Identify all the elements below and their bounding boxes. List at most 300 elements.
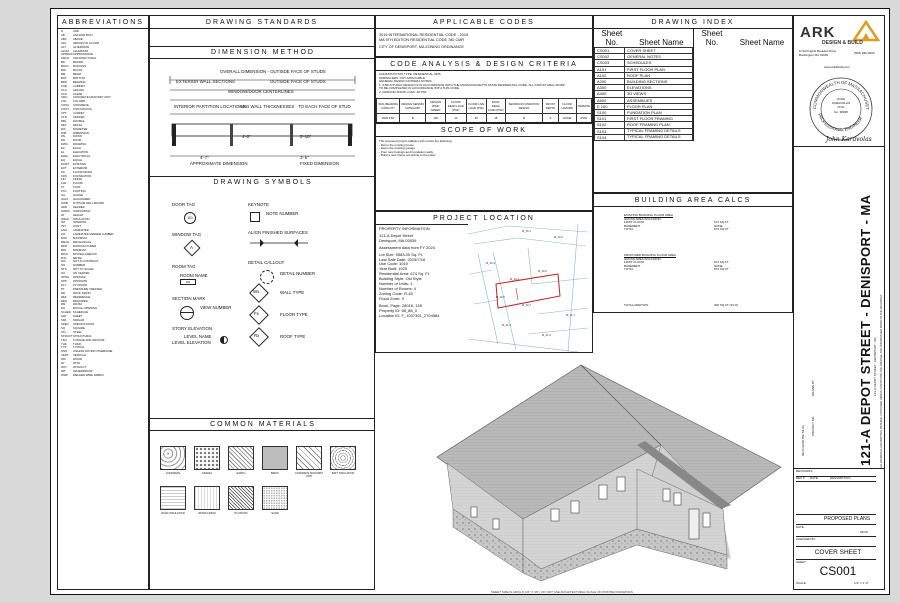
abbreviation-meaning: MECHANICAL xyxy=(73,239,92,244)
map-parcel-label: M_21-3 xyxy=(542,334,551,337)
property-info-line: Flood Zone: X xyxy=(379,295,405,301)
area-row-value: 974 SQ.FT xyxy=(714,260,729,265)
area-row-label: BASEMENT xyxy=(624,263,641,268)
abbreviation-code: THK xyxy=(61,341,67,346)
abbreviation-meaning: NUMBER xyxy=(73,263,86,268)
level-name-label: LEVEL NAME xyxy=(184,334,212,339)
stamp-top-text: COMMONWEALTH OF MASSACHUSET xyxy=(811,79,871,110)
abbreviation-meaning: METAL xyxy=(73,255,83,260)
dim-label-face-stud: TO EACH FACE OF STUD xyxy=(298,104,351,109)
drawing-index-title: DRAWING INDEX xyxy=(594,16,792,29)
abbreviation-code: CTR xyxy=(61,114,67,119)
abbreviation-code: JST xyxy=(61,224,66,229)
total-addition-label: TOTAL ADDITION xyxy=(624,303,649,307)
area-section-title: EXISTING BUILDING FLOOR AREA xyxy=(624,213,674,217)
map-parcel-label: M_20-2 xyxy=(554,236,563,239)
title-block xyxy=(793,15,885,590)
abbreviation-code: W/ xyxy=(61,361,65,366)
abbreviation-code: GALV xyxy=(61,196,69,201)
abbreviation-meaning: ROOF DRAIN xyxy=(73,290,91,295)
status-label: PROPOSED PLANS xyxy=(824,516,871,522)
symbol-detail-callout-label: DETAIL CALLOUT xyxy=(248,260,285,265)
index-sheet-name: ROOF FRAMING PLAN xyxy=(625,122,693,128)
criteria-value: B xyxy=(505,113,542,122)
area-row-label: GROSS AREA INCLUDING: xyxy=(624,216,662,221)
map-parcel-label: M_20-3 xyxy=(486,262,495,265)
abbreviation-code: INT xyxy=(61,220,66,225)
abbreviation-meaning: JOIST xyxy=(73,224,81,229)
abbreviation-meaning: FOUNDATION xyxy=(73,173,92,178)
index-sheet-name: TYPICAL FRAMING DETAILS xyxy=(625,134,693,140)
area-section xyxy=(624,254,784,272)
abbreviation-meaning: EACH xyxy=(73,146,81,151)
index-sheet-name: COVER SHEET xyxy=(625,48,693,54)
abbreviation-meaning: ELEVATION xyxy=(73,150,89,155)
index-sheet-no: CS002 xyxy=(595,54,625,60)
symbol-door-tag-label: DOOR TAG xyxy=(172,202,196,207)
material-label: SAND xyxy=(271,512,279,515)
index-sheet-no: A102 xyxy=(595,72,625,78)
criteria-value: 10 xyxy=(446,113,467,122)
abbreviation-meaning: DOUBLE xyxy=(73,118,85,123)
abbreviation-code: GA xyxy=(61,193,66,198)
criteria-value: NONE xyxy=(558,113,576,122)
map-parcel-label: M_20-7 xyxy=(522,304,531,307)
abbreviation-meaning: ARCHITECTURAL xyxy=(73,56,97,61)
property-info xyxy=(376,224,466,321)
abbreviation-meaning: HORIZONTAL xyxy=(73,208,91,213)
property-info-line: Residential Area: 674 Sq. Ft. xyxy=(379,271,430,277)
abbreviation-code: AFF xyxy=(61,40,67,45)
abbreviation-meaning: TYPICAL xyxy=(73,345,85,350)
abbreviation-code: BD xyxy=(61,60,65,65)
abbreviation-code: ARCH xyxy=(61,56,69,61)
material-label: RIGID INSULATION xyxy=(161,512,185,515)
dim-value-d: 3'-5" xyxy=(300,155,309,160)
abbreviation-code: EXT xyxy=(61,165,67,170)
symbol-story-elevation-label: STORY ELEVATION xyxy=(172,326,213,331)
project-location-panel xyxy=(375,211,593,353)
abbreviation-code: NIC xyxy=(61,259,66,264)
abbreviation-row xyxy=(61,374,147,378)
symbol-room-tag-label: ROOM TAG xyxy=(172,264,196,269)
scope-of-work-title: SCOPE OF WORK xyxy=(376,124,592,137)
house-3d-view xyxy=(431,359,791,581)
index-sheet-no: A500 xyxy=(595,97,625,103)
project-subtitle-vertical: 121-A DEPOT STREET - DENISPORT - MA xyxy=(873,337,877,396)
applicable-codes-lines: 2015 INTERNATIONAL RESIDENTIAL CODE - 2015 MA 9TH EDITION RESIDENTIAL CODE 780 CMR CITY OF DENISPORT, MA ZONING ORDINANCE xyxy=(379,33,469,50)
abbreviation-code: TYP xyxy=(61,345,67,350)
prepared-for-vertical: RETA MARTINE SILVA xyxy=(801,425,805,456)
index-sheet-name: FLOOR PLAN xyxy=(625,103,693,109)
abbreviation-code: DIA xyxy=(61,126,66,131)
scale-label: SCALE xyxy=(796,581,806,585)
scope-of-work-lines: The proposed project addition will consist the following: - Demo the existing house - Demo the existing garage - Pour new footings and foundation walls - Build a new house according to the plans xyxy=(379,139,453,158)
abbreviation-meaning: CONCRETE MASONRY UNIT xyxy=(73,95,111,100)
abbreviation-code: WD xyxy=(61,357,66,362)
symbol-align-label: ALIGN FINISHED SURFACES xyxy=(248,230,308,235)
abbreviation-code: SCHED xyxy=(61,310,71,315)
abbreviation-code: ALT xyxy=(61,44,66,49)
dim-value-a: 4'-0" xyxy=(242,134,251,139)
abbreviation-meaning: DIAMETER xyxy=(73,126,88,131)
abbreviation-meaning: WATERPROOF xyxy=(73,368,93,373)
company-logo-icon xyxy=(852,20,880,42)
abbreviation-code: EXIST xyxy=(61,161,70,166)
abbreviation-meaning: BEARING xyxy=(73,79,86,84)
drawing-index-table xyxy=(594,47,693,141)
material-swatch xyxy=(330,446,356,470)
total-addition-value: 300 SQ.FT (44 %) xyxy=(714,303,739,307)
dim-label-centerlines: WINDOW/DOOR CENTERLINES xyxy=(228,89,294,94)
abbreviation-code: SPEC xyxy=(61,321,69,326)
abbreviation-code: SIM xyxy=(61,318,66,323)
index-sheet-no: A400 xyxy=(595,91,625,97)
sheet-label: SHEET xyxy=(796,560,807,564)
index-sheet-no: S100 xyxy=(595,110,625,116)
abbreviation-code: SQ xyxy=(61,325,66,330)
abbreviation-meaning: ALTERNATE xyxy=(73,44,90,49)
abbreviation-code: FIN xyxy=(61,177,66,182)
keynote-icon xyxy=(250,212,260,222)
drawing-standards-panel xyxy=(149,15,375,590)
floor-type-icon xyxy=(249,305,269,325)
abbreviation-meaning: CONTINUOUS xyxy=(73,107,92,112)
abbreviation-meaning: DIMENSION xyxy=(73,130,89,135)
abbreviation-code: HT xyxy=(61,212,65,217)
abbreviation-code: CLG xyxy=(61,87,67,92)
abbreviation-code: WWF xyxy=(61,372,68,377)
roof-type-mark: Rx xyxy=(254,333,260,338)
abbreviation-code: LAM xyxy=(61,228,67,233)
abbreviation-code: BLK xyxy=(61,68,67,73)
abbreviation-code: DBL xyxy=(61,118,67,123)
abbreviation-code: DR xyxy=(61,138,66,143)
area-section-title: PROPOSED BUILDING FLOOR AREA xyxy=(624,252,677,257)
index-sheet-name: FIRST FLOOR FRAMING xyxy=(625,116,693,122)
index-sheet-no: S102 xyxy=(595,122,625,128)
criteria-value: 15 xyxy=(486,113,505,122)
abbreviation-meaning: CLEAR xyxy=(73,91,83,96)
abbreviation-code: DET xyxy=(61,122,67,127)
index-row xyxy=(595,134,693,140)
sheet-number: CS001 xyxy=(819,564,857,578)
abbreviation-code: MAX xyxy=(61,236,68,241)
criteria-header: DESIGN WIND SPEED xyxy=(426,98,446,113)
material-swatch xyxy=(194,446,220,470)
property-info-line: Book, Page: 28016, 155 xyxy=(379,302,422,308)
criteria-value: 4' xyxy=(543,113,559,122)
index-sheet-no: S104 xyxy=(595,134,625,140)
abbreviation-code: NTS xyxy=(61,267,67,272)
area-row-label: BASEMENT xyxy=(624,223,641,228)
section-mark-note: VIEW NUMBER xyxy=(200,305,232,310)
abbreviation-code: EQ xyxy=(61,157,66,162)
property-info-line: Assessment data from FY 2024 xyxy=(379,244,435,250)
abbreviation-meaning: BOTTOM xyxy=(73,75,85,80)
abbreviation-meaning: PRESSURE TREATED xyxy=(73,286,102,291)
index-sheet-no: S101 xyxy=(595,116,625,122)
dim-label-exterior: EXTERIOR WALL SECTIONS xyxy=(176,79,235,84)
abbreviation-code: APPROX xyxy=(61,52,73,57)
revisions-header: REV # DATE DESCRIPTION xyxy=(796,476,876,482)
abbreviation-code: RM xyxy=(61,302,66,307)
abbreviation-code: FLR xyxy=(61,181,67,186)
abbreviation-meaning: ROOM xyxy=(73,302,82,307)
abbreviation-code: BM xyxy=(61,71,66,76)
symbol-keynote-label: KEYNOTE xyxy=(248,202,269,207)
index-sheet-name: ELEVATIONS xyxy=(625,85,693,91)
abbreviation-meaning: GAUGE xyxy=(73,193,84,198)
building-area-title: BUILDING AREA CALCS xyxy=(594,194,792,207)
company-website: www.arkdbuild.com xyxy=(824,65,850,69)
abbreviation-code: BLDG xyxy=(61,64,69,69)
index-head-sheet-1: Sheet xyxy=(601,29,623,38)
symbol-window-tag-label: WINDOW TAG xyxy=(172,232,202,237)
scale-value: 1/4" = 1'-0" xyxy=(854,581,869,585)
signature: John Karavolas xyxy=(826,136,872,143)
abbreviation-meaning: STEEL xyxy=(73,329,82,334)
abbreviation-meaning: CEILING xyxy=(73,87,85,92)
abbreviation-code: CMU xyxy=(61,95,68,100)
abbreviation-meaning: AND xyxy=(73,29,79,33)
abbreviation-meaning: ELECTRICAL xyxy=(73,154,91,158)
dim-value-b: 5'-10" xyxy=(300,134,312,139)
abbreviation-meaning: SHEET xyxy=(73,314,83,319)
abbreviation-code: INSUL xyxy=(61,216,70,221)
abbreviation-meaning: ABOVE FIN. FLOOR xyxy=(73,40,100,45)
abbreviation-code: REF xyxy=(61,294,67,299)
abbreviation-code: FDN xyxy=(61,173,67,178)
property-info-line: Year Built: 1920 xyxy=(379,266,408,272)
material-swatch xyxy=(228,446,254,470)
criteria-header: SOIL BEARING CAPACITY xyxy=(377,98,400,113)
index-sheet-name: FUNDATION PLAN xyxy=(625,110,693,116)
dim-value-c: 4'-7" xyxy=(200,155,209,160)
abbreviation-meaning: CARPET xyxy=(73,111,85,116)
abbreviation-meaning: REFERENCE xyxy=(73,294,91,299)
abbreviation-code: T&G xyxy=(61,337,67,342)
common-materials-title: COMMON MATERIALS xyxy=(150,418,375,431)
abbreviation-meaning: MISCELLANEOUS xyxy=(73,251,97,256)
drawing-symbols-title: DRAWING SYMBOLS xyxy=(213,179,313,186)
abbreviation-meaning: INTERIOR xyxy=(73,220,87,225)
abbreviation-meaning: WOOD xyxy=(73,357,83,362)
abbreviation-code: CAB xyxy=(61,83,67,88)
abbreviation-meaning: COLUMN xyxy=(73,99,86,104)
abbreviation-meaning: NOT IN CONTRACT xyxy=(73,259,99,264)
map-parcel-label: M_21-1 xyxy=(566,314,575,317)
property-info-line: Location ID: F_1037391_2704584 xyxy=(379,312,440,318)
stamp-role: CIVIL xyxy=(837,105,845,109)
abbreviation-meaning: EQUAL xyxy=(73,157,83,162)
index-head-no-1: No. xyxy=(605,38,619,47)
abbreviation-code: PLY xyxy=(61,282,67,287)
index-sheet-no: CS001 xyxy=(595,48,625,54)
index-sheet-no: CS003 xyxy=(595,60,625,66)
index-head-no-2: No. xyxy=(705,38,719,47)
align-surfaces-icon xyxy=(250,238,310,248)
abbreviation-meaning: CENTER xyxy=(73,114,85,119)
abbreviation-code: VERT xyxy=(61,353,69,358)
area-row-label: FIRST FLOOR xyxy=(624,260,644,265)
index-sheet-name: FIRST FLOOR PLAN xyxy=(625,66,693,72)
index-head-name-1: Sheet Name xyxy=(639,38,684,47)
material-swatch xyxy=(160,446,186,470)
abbreviation-meaning: DOWN xyxy=(73,134,82,139)
stamp-bottom-text: PROFESSIONAL ENGINEER xyxy=(817,112,864,133)
abbreviation-code: MECH xyxy=(61,239,70,244)
parcel-map xyxy=(468,224,592,352)
abbreviation-code: MTL xyxy=(61,255,67,260)
date-value: 02/18 xyxy=(860,530,868,534)
company-address: 5 Northrights Broaded Drive Buckington MA 01952 xyxy=(799,49,837,57)
property-info-line: 121-A Depot Street xyxy=(379,232,414,238)
abbreviations-list xyxy=(61,30,147,378)
abbreviation-meaning: SQUARE xyxy=(73,325,85,330)
abbreviation-meaning: REQUIRED xyxy=(73,298,88,303)
criteria-header: FROST DEPTH xyxy=(543,98,559,113)
abbreviation-code: DIM xyxy=(61,130,67,135)
property-info-line: Number of Rooms: 4 xyxy=(379,285,416,291)
abbreviation-code: & xyxy=(61,29,63,33)
code-analysis-title: CODE ANALYSIS & DESIGN CRITERIA xyxy=(376,58,592,71)
property-info-line: PROPERTY INFORMATION xyxy=(379,226,430,231)
abbreviation-meaning: DOOR xyxy=(73,138,82,143)
dim-label-fixed: FIXED DIMENSION xyxy=(300,161,340,166)
keynote-note: NOTE NUMBER xyxy=(266,211,299,216)
material-swatch xyxy=(228,486,254,510)
abbreviation-code: ABV xyxy=(61,36,67,41)
building-area-panel xyxy=(593,193,793,313)
revisions-label: REVISIONS xyxy=(796,469,813,473)
abbreviation-code: BOT xyxy=(61,75,67,80)
roof-type-note: ROOF TYPE xyxy=(280,334,306,339)
room-tag-name: ROOM NAME xyxy=(180,273,208,278)
abbreviation-meaning: FOOT xyxy=(73,185,81,190)
abbreviation-code: W/O xyxy=(61,364,67,369)
abbreviation-code: HORIZ xyxy=(61,208,70,213)
abbreviation-code: GWB xyxy=(61,200,68,205)
material-label: WOOD FINISH xyxy=(198,512,216,515)
map-parcel-label: M_20-5 xyxy=(538,270,547,273)
index-sheet-name: BUILDING SECTIONS xyxy=(625,79,693,85)
design-criteria-table xyxy=(376,98,592,123)
abbreviation-meaning: FOOTING xyxy=(73,189,86,194)
abbreviation-meaning: SCHEDULE xyxy=(73,310,89,315)
criteria-header: FLOOR DEAD LOAD (PSF) xyxy=(446,98,467,113)
criteria-header: DESIGN SEISMIC CATEGORY xyxy=(400,98,426,113)
abbreviation-code: OC xyxy=(61,271,66,276)
abbreviation-meaning: FLOOR xyxy=(73,181,83,186)
abbreviation-meaning: FINISH xyxy=(73,177,83,182)
abbreviation-code: COL xyxy=(61,99,67,104)
abbreviations-title: ABBREVIATIONS xyxy=(58,16,148,29)
index-sheet-name: TYPICAL FRAMING DETAILS xyxy=(625,128,693,134)
small-label-1: PROJECT NO. xyxy=(811,415,815,436)
abbreviation-meaning: HEADER xyxy=(73,204,85,209)
abbreviation-code: CONT xyxy=(61,107,69,112)
abbreviation-meaning: FLOOR DRAIN xyxy=(73,169,93,174)
index-sheet-no: A101 xyxy=(595,66,625,72)
company-name: ARK xyxy=(800,24,836,41)
criteria-header: FLOOR LIVE LOAD (PSF) xyxy=(466,98,486,113)
index-sheet-name: GENERAL NOTES xyxy=(625,54,693,60)
scope-of-work-panel xyxy=(375,123,593,211)
area-row-value: 974 SQ.FT xyxy=(714,267,729,272)
abbreviation-meaning: VERTICAL xyxy=(73,353,87,358)
stamp-name: JOHN KARAVOLAS xyxy=(832,97,850,105)
index-sheet-name: ROOF PLAN xyxy=(625,72,693,78)
abbreviation-meaning: THICK xyxy=(73,341,82,346)
criteria-header: SEISMIC/FOUNDATION DESIGN xyxy=(505,98,542,113)
index-sheet-no: S103 xyxy=(595,128,625,134)
criteria-value: 3000 PSF xyxy=(377,113,400,122)
abbreviation-code: DWG xyxy=(61,142,68,147)
area-row-value: NONE xyxy=(714,223,723,228)
small-label-2: DRAWN BY xyxy=(811,379,815,396)
abbreviation-meaning: ROUGH OPENING xyxy=(73,306,98,311)
abbreviation-meaning: WELDED WIRE FABRIC xyxy=(73,372,104,377)
abbreviation-meaning: GYPSUM WALL BOARD xyxy=(73,200,105,205)
drawing-standards-title: DRAWING STANDARDS xyxy=(150,16,374,29)
abbreviation-meaning: ANCHOR BOLT xyxy=(73,32,93,37)
section-mark-icon xyxy=(180,306,194,320)
drawing-index-panel xyxy=(593,15,793,193)
abbreviation-code: EA xyxy=(61,146,65,151)
abbreviation-meaning: OPENING xyxy=(73,275,86,280)
abbreviation-meaning: DRAWING xyxy=(73,142,87,147)
abbreviation-code: EL xyxy=(61,150,65,155)
criteria-header: FLOOD HAZARD xyxy=(558,98,576,113)
abbreviation-meaning: EXTERIOR xyxy=(73,165,88,170)
abbreviation-code: OPNG xyxy=(61,275,70,280)
abbreviation-meaning: BUILDING xyxy=(73,64,87,69)
material-swatch xyxy=(262,486,288,510)
map-parcel-label: M_20-4 xyxy=(510,278,519,281)
abbreviation-meaning: UNLESS NOTED OTHERWISE xyxy=(73,349,113,354)
level-elevation-label: LEVEL ELEVATION xyxy=(172,340,211,345)
index-sheet-name: ASSEMBLIES xyxy=(625,97,693,103)
abbreviation-meaning: OPPOSITE xyxy=(73,279,88,283)
abbreviation-meaning: WITH xyxy=(73,361,81,366)
property-info-line: Number of Units: 1 xyxy=(379,281,413,287)
criteria-value: 40 xyxy=(466,113,486,122)
material-label: PLYWOOD xyxy=(234,512,248,515)
property-info-line: Building Style: Old Style xyxy=(379,276,422,282)
abbreviation-meaning: STRUCTURAL xyxy=(73,333,92,338)
abbreviation-meaning: BLOCK xyxy=(73,68,83,73)
abbreviation-code: MIN xyxy=(61,247,67,252)
abbreviation-meaning: CABINET xyxy=(73,83,86,88)
dim-label-thickness: AND WALL THICKNESSES xyxy=(240,104,295,109)
abbreviation-code: RD xyxy=(61,290,66,295)
abbreviation-code: HDR xyxy=(61,204,68,209)
material-label: BATT INSULATION xyxy=(331,472,355,475)
material-label: CONCRETE MASONRY UNIT xyxy=(294,472,324,478)
abbreviation-code: PT xyxy=(61,286,65,291)
dimension-method-title: DIMENSION METHOD xyxy=(150,46,375,59)
wall-type-note: WALL TYPE xyxy=(280,290,305,295)
abbreviation-meaning: MAXIMUM xyxy=(73,236,87,241)
abbreviation-code: UNO xyxy=(61,349,68,354)
property-info-line: Zoning Code: R-40 xyxy=(379,290,413,296)
abbreviation-code: FD xyxy=(61,169,65,174)
detail-callout-note: DETAIL NUMBER xyxy=(280,271,316,276)
abbreviation-meaning: DETAIL xyxy=(73,122,83,127)
abbreviation-code: RO xyxy=(61,306,66,311)
abbreviation-meaning: APPROXIMATE xyxy=(73,52,93,57)
